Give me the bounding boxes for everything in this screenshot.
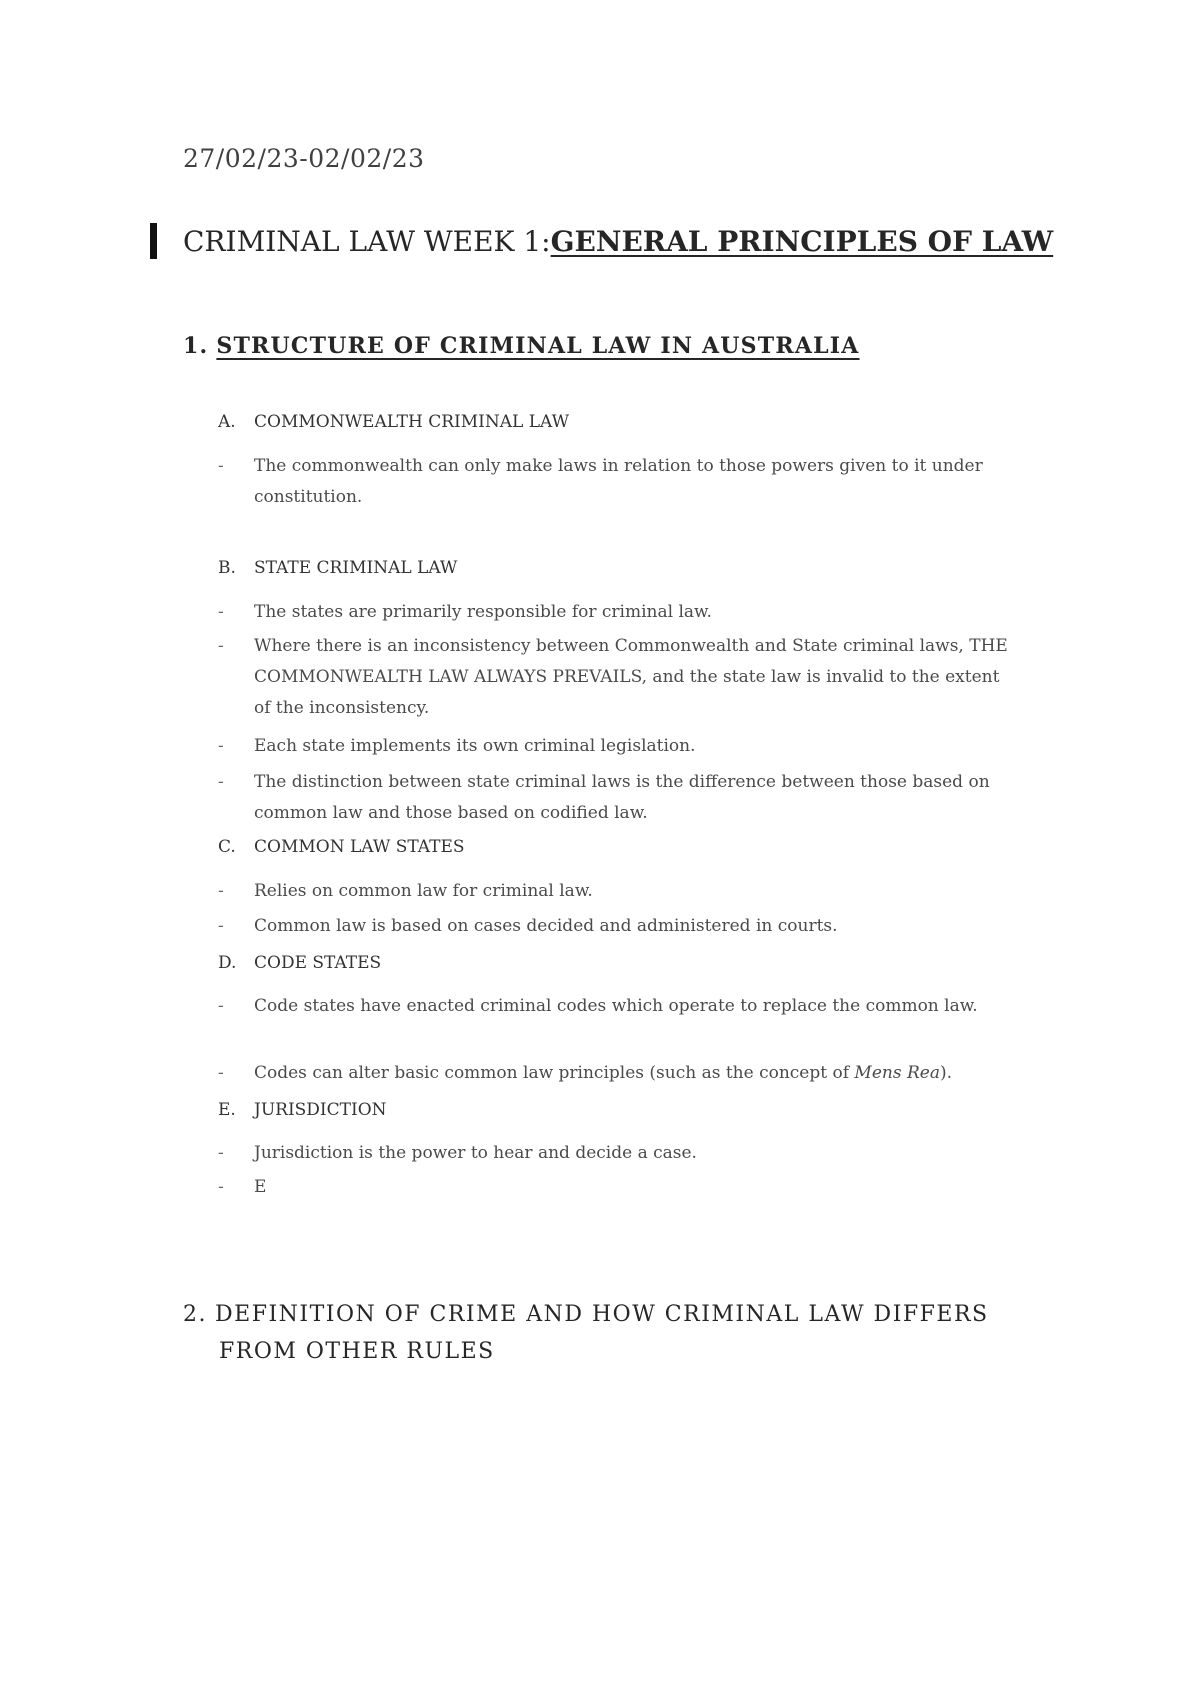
bullet-text: Codes can alter basic common law principles (such as the concept of: [254, 1063, 855, 1083]
subsection-letter: D.: [218, 953, 237, 973]
list-item: [218, 911, 1008, 942]
subsection-title: COMMONWEALTH CRIMINAL LAW: [254, 412, 570, 432]
heading-marker-bar: [150, 223, 157, 259]
bullet-dash: -: [218, 636, 224, 656]
section-1-heading: [183, 328, 860, 365]
bullet-text: Jurisdiction is the power to hear and decide a case.: [254, 1143, 697, 1163]
subsection-letter: A.: [218, 412, 236, 432]
subsection-title: COMMON LAW STATES: [254, 837, 465, 857]
bullet-dash: -: [218, 736, 224, 756]
bullet-dash: -: [218, 996, 224, 1016]
bullet-dash: -: [218, 881, 224, 901]
italic-term: Mens Rea: [854, 1063, 940, 1083]
bullet-text-compound: [254, 1058, 1008, 1089]
bullet-text: Where there is an inconsistency between Commonwealth and State criminal laws, THE COMMONWEALTH LAW ALWAYS PREVAILS, and the state law is invalid to the extent of the inconsistency.: [254, 636, 1008, 718]
date-range: 27/02/23-02/02/23: [183, 144, 425, 173]
list-item: [218, 631, 1008, 724]
section-2-line-1: [183, 1296, 989, 1333]
bullet-dash: -: [218, 1177, 224, 1197]
section-2-heading: [183, 1296, 989, 1370]
title-prefix: CRIMINAL LAW WEEK 1:: [183, 224, 551, 258]
page-title: [150, 222, 1053, 260]
bullet-text: The commonwealth can only make laws in relation to those powers given to it under constitution.: [254, 456, 983, 507]
subsection-e-heading: [218, 1100, 387, 1120]
bullet-dash: -: [218, 1063, 224, 1083]
list-item: [218, 451, 1008, 513]
bullet-text: The distinction between state criminal laws is the difference between those based on common law and those based on codified law.: [254, 772, 990, 823]
list-item: [218, 991, 1008, 1022]
bullet-text-tail: ).: [939, 1063, 953, 1083]
list-item: [218, 597, 1008, 628]
subsection-letter: E.: [218, 1100, 236, 1120]
bullet-text: Code states have enacted criminal codes which operate to replace the common law.: [254, 996, 978, 1016]
section-title-continuation: FROM OTHER RULES: [219, 1339, 495, 1364]
subsection-title: CODE STATES: [254, 953, 382, 973]
bullet-text: The states are primarily responsible for criminal law.: [254, 602, 712, 622]
subsection-a-heading: [218, 412, 569, 432]
bullet-dash: -: [218, 456, 224, 476]
bullet-dash: -: [218, 1143, 224, 1163]
bullet-text: Common law is based on cases decided and administered in courts.: [254, 916, 838, 936]
list-item: [218, 767, 1008, 829]
list-item: [218, 876, 1008, 907]
subsection-c-heading: [218, 837, 465, 857]
bullet-dash: -: [218, 916, 224, 936]
section-number: 1.: [183, 333, 209, 359]
section-number: 2.: [183, 1302, 207, 1327]
subsection-letter: B.: [218, 558, 236, 578]
subsection-title: STATE CRIMINAL LAW: [254, 558, 458, 578]
bullet-text: E: [254, 1177, 267, 1197]
bullet-text: Relies on common law for criminal law.: [254, 881, 593, 901]
subsection-d-heading: [218, 953, 381, 973]
bullet-dash: -: [218, 772, 224, 792]
bullet-text: Each state implements its own criminal legislation.: [254, 736, 696, 756]
list-item: [218, 1172, 1008, 1203]
list-item: [218, 731, 1008, 762]
section-title: STRUCTURE OF CRIMINAL LAW IN AUSTRALIA: [216, 333, 860, 359]
subsection-letter: C.: [218, 837, 236, 857]
list-item: [218, 1138, 1008, 1169]
bullet-dash: -: [218, 602, 224, 622]
section-title: DEFINITION OF CRIME AND HOW CRIMINAL LAW DIFFERS: [215, 1302, 989, 1327]
title-emphasis: GENERAL PRINCIPLES OF LAW: [550, 224, 1054, 258]
list-item: [218, 1058, 1008, 1089]
subsection-b-heading: [218, 558, 457, 578]
subsection-title: JURISDICTION: [254, 1100, 387, 1120]
